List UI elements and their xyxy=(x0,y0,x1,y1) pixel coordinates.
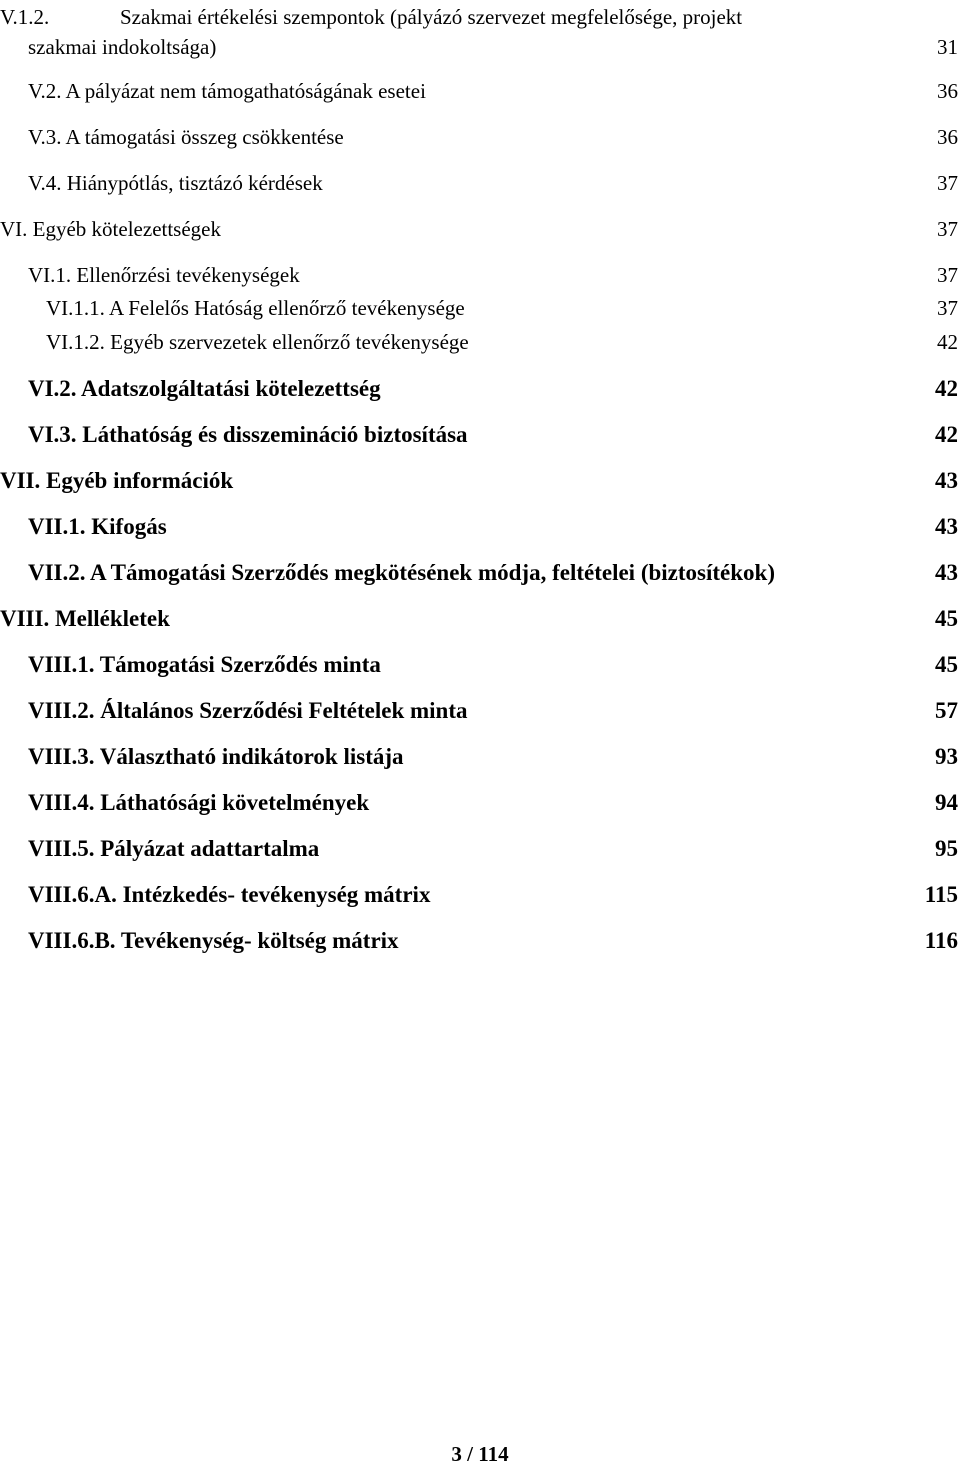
toc-entry-label: VI. Egyéb kötelezettségek xyxy=(0,217,221,241)
toc-entry[interactable] xyxy=(0,926,960,956)
toc-entry-label: VIII.1. Támogatási Szerződés minta xyxy=(28,652,381,677)
toc-entry[interactable] xyxy=(0,122,960,152)
toc-entry[interactable] xyxy=(0,327,960,357)
toc-entry[interactable] xyxy=(0,834,960,864)
toc-entry[interactable] xyxy=(0,260,960,290)
toc-page-number: 43 xyxy=(935,468,958,493)
toc-entry[interactable] xyxy=(0,76,960,106)
toc-entry-number: V.1.2. xyxy=(0,5,50,29)
toc-page-number: 36 xyxy=(937,79,958,103)
toc-entry-label: VI.1. Ellenőrzési tevékenységek xyxy=(28,263,300,287)
toc-entry-label: V.2. A pályázat nem támogathatóságának esetei xyxy=(28,79,426,103)
toc-entry-label: VIII.5. Pályázat adattartalma xyxy=(28,836,320,861)
toc-entry[interactable] xyxy=(0,466,960,496)
toc-entry-label: VIII.2. Általános Szerződési Feltételek minta xyxy=(28,698,468,723)
toc-entry-v-1-2[interactable] xyxy=(0,2,960,32)
toc-page-number: 37 xyxy=(937,263,958,287)
toc-entry[interactable] xyxy=(0,650,960,680)
toc-page-number: 45 xyxy=(935,606,958,631)
toc-page-number: 42 xyxy=(935,376,958,401)
toc-entry[interactable] xyxy=(0,512,960,542)
toc-page-number: 94 xyxy=(935,790,958,815)
toc-page-number: 37 xyxy=(937,296,958,320)
toc-entry-label: V.3. A támogatási összeg csökkentése xyxy=(28,125,344,149)
toc-entry-title: Szakmai értékelési szempontok (pályázó szervezet megfelelősége, projekt xyxy=(120,5,743,29)
toc-page-number: 31 xyxy=(937,35,958,59)
toc-entry[interactable] xyxy=(0,696,960,726)
toc-page-number: 36 xyxy=(937,125,958,149)
toc-page-number: 37 xyxy=(937,171,958,195)
toc-entry[interactable] xyxy=(0,558,960,588)
toc-page-number: 45 xyxy=(935,652,958,677)
toc-page-number: 57 xyxy=(935,698,958,723)
toc-entry[interactable] xyxy=(0,788,960,818)
toc-page-number: 116 xyxy=(924,928,958,953)
toc-entry-label: VIII.6.B. Tevékenység- költség mátrix xyxy=(28,928,399,953)
toc-entry-label: VIII. Mellékletek xyxy=(0,606,170,631)
toc-entry-label: VI.1.1. A Felelős Hatóság ellenőrző tevékenysége xyxy=(46,296,465,320)
toc-entry[interactable] xyxy=(0,880,960,910)
toc-page-number: 37 xyxy=(937,217,958,241)
toc-page-number: 93 xyxy=(935,744,958,769)
toc-entry-label: VII.2. A Támogatási Szerződés megkötésének módja, feltételei (biztosítékok) xyxy=(28,560,775,585)
toc-entry[interactable] xyxy=(0,742,960,772)
toc-entry-title-continued: szakmai indokoltsága) xyxy=(28,35,217,59)
toc-entry[interactable] xyxy=(0,420,960,450)
toc-entry-label: VIII.4. Láthatósági követelmények xyxy=(28,790,370,815)
toc-entry-label: V.4. Hiánypótlás, tisztázó kérdések xyxy=(28,171,323,195)
toc-page-number: 43 xyxy=(935,560,958,585)
toc-page-number: 42 xyxy=(935,422,958,447)
toc-entry-label: VI.3. Láthatóság és disszemináció biztosítása xyxy=(28,422,468,447)
toc-entry-label: VIII.3. Választható indikátorok listája xyxy=(28,744,404,769)
toc-page-number: 115 xyxy=(924,882,958,907)
toc-entry[interactable] xyxy=(0,293,960,323)
toc-page-number: 43 xyxy=(935,514,958,539)
page-indicator: 3 / 114 xyxy=(451,1442,509,1466)
toc-entry-v-1-2-continued[interactable] xyxy=(0,32,960,62)
toc-entry[interactable] xyxy=(0,374,960,404)
toc-entry-label: VI.1.2. Egyéb szervezetek ellenőrző tevékenysége xyxy=(46,330,469,354)
toc-entry[interactable] xyxy=(0,214,960,244)
toc-page-number: 42 xyxy=(937,330,958,354)
toc-entry[interactable] xyxy=(0,604,960,634)
toc-entry-label: VI.2. Adatszolgáltatási kötelezettség xyxy=(28,376,381,401)
toc-entry-label: VII.1. Kifogás xyxy=(28,514,167,539)
toc-entry[interactable] xyxy=(0,168,960,198)
toc-entry-label: VIII.6.A. Intézkedés- tevékenység mátrix xyxy=(28,882,431,907)
toc-page-number: 95 xyxy=(935,836,958,861)
toc-entry-label: VII. Egyéb információk xyxy=(0,468,234,493)
